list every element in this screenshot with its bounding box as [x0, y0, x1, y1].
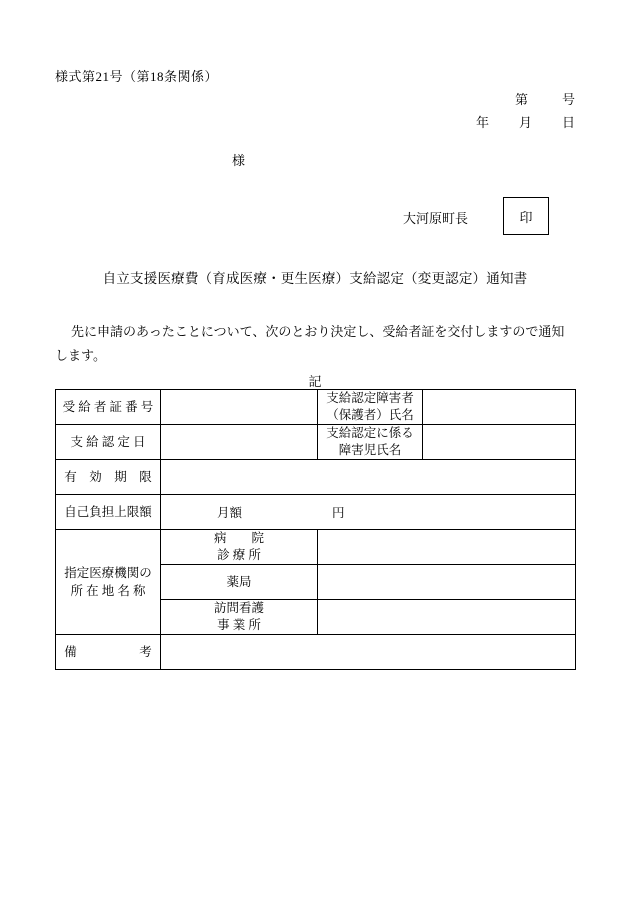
- body-paragraph: 先に申請のあったことについて、次のとおり決定し、受給者証を交付しますので通知します。: [55, 324, 565, 364]
- copay-monthly-label: 月額: [217, 506, 243, 520]
- hospital-label-line1: 病 院: [213, 531, 264, 546]
- table-row: [56, 495, 576, 530]
- form-table-wrapper: [55, 389, 575, 670]
- addressee-honorific: 様: [232, 153, 246, 168]
- cell-pharmacy-value[interactable]: [318, 565, 576, 600]
- document-date-line: [476, 112, 575, 131]
- cell-approval-date-label: [56, 425, 161, 460]
- cell-recipient-number-label: [56, 390, 161, 425]
- seal-label: 印: [519, 209, 533, 225]
- date-month-label: 月: [518, 115, 532, 130]
- table-row: [56, 390, 576, 425]
- cell-recipient-number-value[interactable]: [161, 390, 318, 425]
- issuer-name: 大河原町長: [403, 211, 469, 226]
- cell-pharmacy-label: [161, 565, 318, 600]
- cell-hospital-value[interactable]: [318, 530, 576, 565]
- pharmacy-label-text: 薬局: [226, 574, 252, 589]
- document-number-label: 第: [514, 92, 528, 107]
- copay-limit-label-text: 自己負担上限額: [64, 504, 152, 519]
- ki-marker: 記: [308, 374, 322, 389]
- cell-copay-limit-value[interactable]: [161, 495, 576, 530]
- cell-remarks-value[interactable]: [161, 635, 576, 670]
- cell-hospital-label: [161, 530, 318, 565]
- seal-box: [503, 197, 549, 235]
- table-row: [56, 530, 576, 565]
- document-number-unit: 号: [561, 92, 575, 107]
- cell-beneficiary-name-value[interactable]: [423, 390, 576, 425]
- cell-home-nursing-label: [161, 600, 318, 635]
- page-title: 自立支援医療費（育成医療・更生医療）支給認定（変更認定）通知書: [102, 271, 528, 286]
- table-row: [56, 425, 576, 460]
- hospital-label-line2: 診 療 所: [217, 548, 261, 562]
- home-nursing-label-line2: 事 業 所: [217, 618, 261, 632]
- date-day-label: 日: [561, 115, 575, 130]
- designated-institution-label-line1: 指定医療機関の: [64, 565, 152, 580]
- table-row: [56, 460, 576, 495]
- child-name-label-line2: 障害児氏名: [338, 443, 402, 457]
- form-number: 様式第21号（第18条関係）: [55, 69, 219, 84]
- cell-beneficiary-name-label: [318, 390, 423, 425]
- remarks-label-text: 備 考: [64, 644, 152, 659]
- home-nursing-label-line1: 訪問看護: [213, 601, 264, 616]
- beneficiary-name-label-line1: 支給認定障害者: [326, 391, 414, 406]
- cell-remarks-label: [56, 635, 161, 670]
- designated-institution-label-line2: 所 在 地 名 称: [70, 584, 146, 598]
- form-table: [55, 389, 576, 670]
- cell-child-name-label: [318, 425, 423, 460]
- beneficiary-name-label-line2: （保護者）氏名: [326, 408, 414, 422]
- table-row: [56, 635, 576, 670]
- cell-child-name-value[interactable]: [423, 425, 576, 460]
- cell-designated-institution-label: [56, 530, 161, 635]
- cell-copay-limit-label: [56, 495, 161, 530]
- cell-home-nursing-value[interactable]: [318, 600, 576, 635]
- cell-approval-date-value[interactable]: [161, 425, 318, 460]
- date-year-label: 年: [475, 115, 489, 130]
- document-number-line: [515, 89, 575, 108]
- recipient-number-label-text: 受 給 者 証 番 号: [62, 399, 154, 414]
- approval-date-label-text: 支 給 認 定 日: [70, 434, 146, 449]
- copay-currency-unit: 円: [332, 506, 345, 520]
- cell-valid-period-label: [56, 460, 161, 495]
- child-name-label-line1: 支給認定に係る: [326, 426, 414, 441]
- cell-valid-period-value[interactable]: [161, 460, 576, 495]
- valid-period-label-text: 有 効 期 限: [64, 469, 152, 484]
